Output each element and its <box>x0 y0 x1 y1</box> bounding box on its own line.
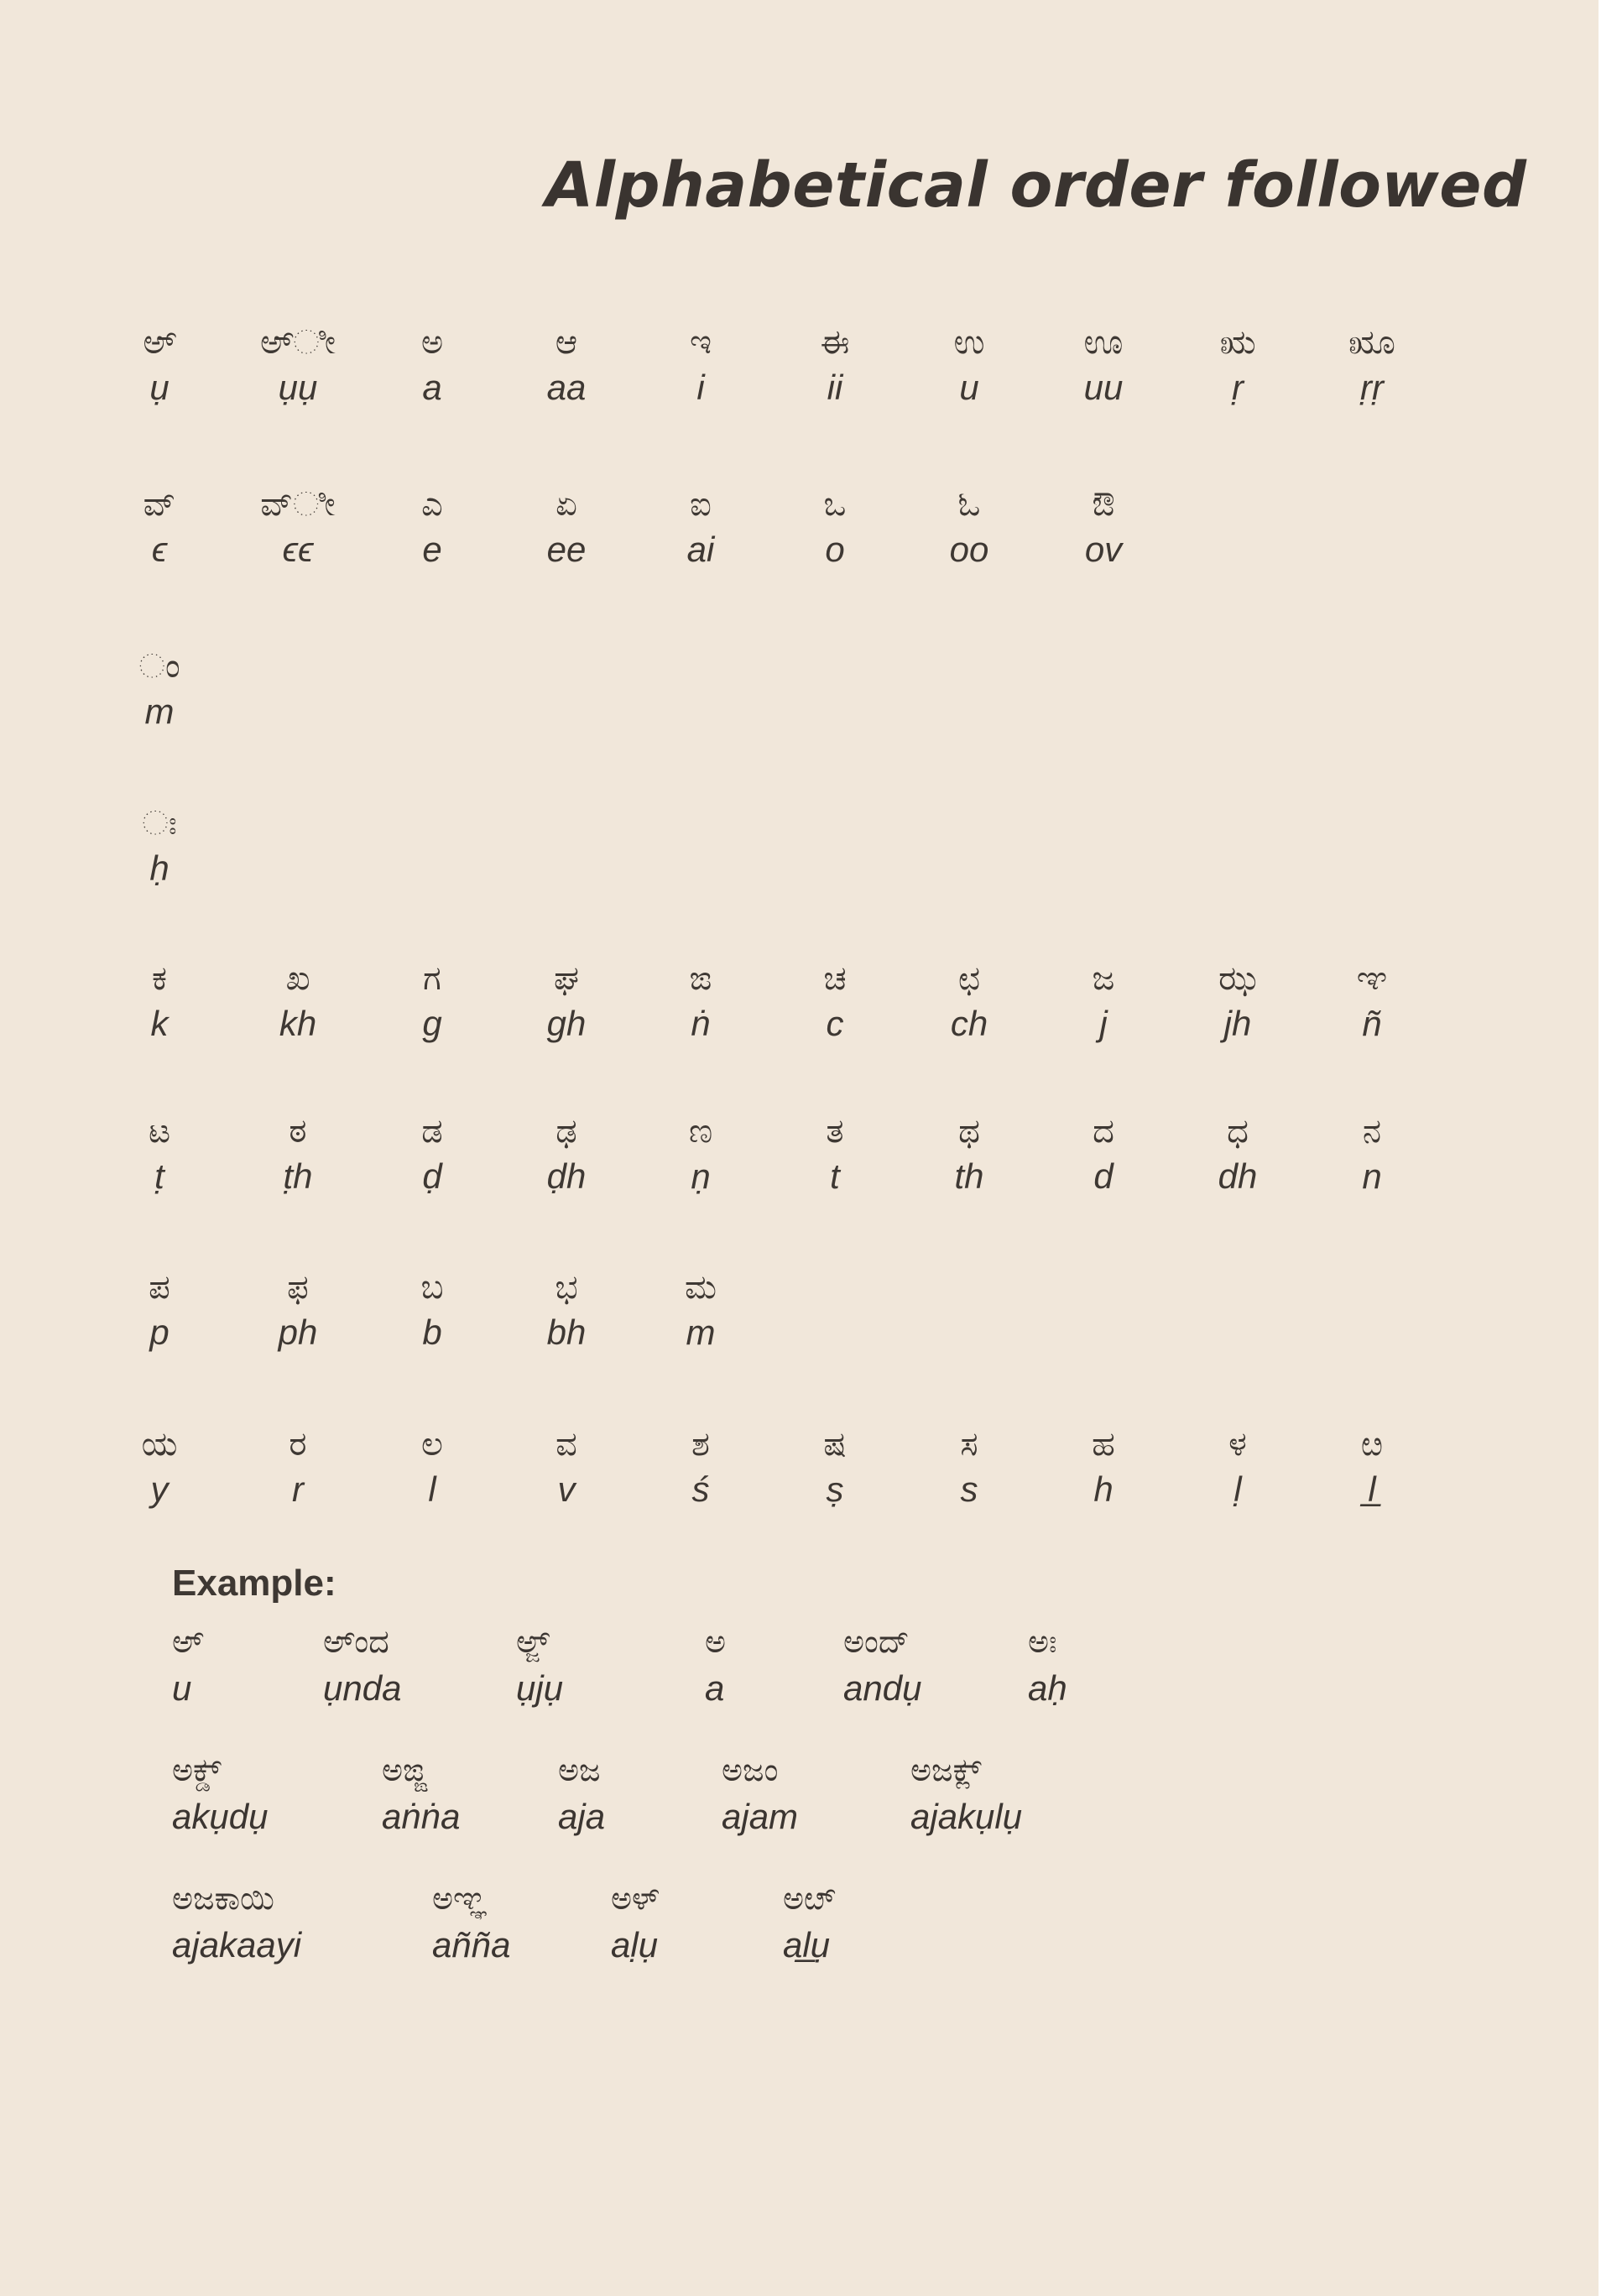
letter-cell <box>915 483 1024 573</box>
kannada-word: ಅ್ಜ್ <box>516 1623 550 1660</box>
letter-cell <box>105 644 214 735</box>
kannada-glyph: ಫ <box>287 1268 309 1307</box>
example-label: Example: <box>172 1563 336 1604</box>
kannada-glyph: ಬ <box>420 1268 444 1307</box>
kannada-glyph: ಓ <box>957 485 981 524</box>
kannada-glyph: ೞ <box>1360 1425 1384 1464</box>
transliteration: ḍh <box>546 1156 587 1196</box>
transliteration: e <box>422 530 442 569</box>
kannada-glyph: ಊ <box>1083 323 1124 362</box>
letter-cell <box>915 1109 1024 1200</box>
transliteration: ṭh <box>283 1156 313 1196</box>
letter-cell <box>1183 957 1292 1047</box>
transliteration: l <box>428 1469 436 1509</box>
kannada-glyph: ಯ <box>141 1425 178 1464</box>
transliteration: g <box>422 1004 442 1043</box>
word-transliteration: añña <box>432 1925 511 1965</box>
kannada-glyph: ಗ <box>423 959 441 998</box>
kannada-glyph: ಥ <box>958 1112 980 1151</box>
word-transliteration: aṅṅa <box>382 1797 461 1836</box>
letter-cell <box>105 1422 214 1513</box>
example-word <box>1028 1620 1067 1712</box>
word-transliteration: aḷụ <box>611 1925 659 1965</box>
example-word <box>172 1620 203 1712</box>
kannada-word: ಅಕ್ಡ್ <box>172 1751 222 1788</box>
transliteration: p <box>149 1312 170 1352</box>
letter-cell <box>1049 1109 1158 1200</box>
kannada-glyph: ಆ <box>555 323 578 362</box>
kannada-glyph: ಈ <box>820 323 850 362</box>
letter-cell <box>105 801 214 892</box>
kannada-glyph: ಋ <box>1219 323 1256 362</box>
transliteration: ṇ <box>691 1156 711 1196</box>
word-transliteration: ajakaayi <box>172 1925 302 1965</box>
kannada-glyph: ಎ <box>421 485 443 524</box>
word-transliteration: ụjụ <box>516 1668 564 1708</box>
word-transliteration: ụnda <box>323 1668 402 1708</box>
letter-cell <box>243 1109 352 1200</box>
kannada-glyph: ಣ <box>688 1112 713 1151</box>
transliteration: m <box>686 1312 716 1352</box>
kannada-glyph: ಏ <box>555 485 577 524</box>
page-right-margin <box>1599 0 1622 2296</box>
transliteration: ph <box>278 1312 318 1352</box>
transliteration: k <box>150 1004 169 1043</box>
letter-cell <box>1317 1109 1426 1200</box>
example-word <box>432 1876 510 1969</box>
kannada-glyph: ಙ <box>689 959 712 998</box>
transliteration: a <box>422 368 442 407</box>
kannada-glyph: ವ್ <box>143 485 176 524</box>
kannada-glyph: ಢ <box>555 1112 577 1151</box>
letter-cell <box>378 483 487 573</box>
page-title: Alphabetical order followed <box>545 149 1527 222</box>
kannada-glyph: ಕ <box>152 959 167 998</box>
kannada-glyph: ವ <box>555 1425 577 1464</box>
word-transliteration: andụ <box>843 1668 922 1708</box>
letter-cell <box>1049 483 1158 573</box>
example-word <box>382 1748 460 1840</box>
transliteration: jh <box>1223 1004 1252 1043</box>
letter-cell <box>512 321 621 411</box>
letter-cell <box>512 957 621 1047</box>
letter-cell <box>780 483 889 573</box>
kannada-glyph: ಅ <box>420 323 444 362</box>
kannada-word: ಅೞ್ <box>783 1880 836 1917</box>
letter-cell <box>378 1109 487 1200</box>
transliteration: i <box>696 368 705 407</box>
letter-cell <box>1183 1422 1292 1513</box>
transliteration: y <box>150 1469 169 1509</box>
letter-cell <box>243 1422 352 1513</box>
kannada-glyph: ಔ <box>1092 485 1115 524</box>
transliteration: kh <box>279 1004 317 1043</box>
example-word <box>516 1620 563 1712</box>
transliteration: t <box>830 1156 840 1196</box>
letter-cell <box>646 321 755 411</box>
transliteration: ṣ <box>826 1469 844 1509</box>
letter-cell <box>1049 321 1158 411</box>
transliteration: ṭ <box>154 1156 164 1196</box>
letter-cell <box>378 1422 487 1513</box>
transliteration: u <box>959 368 979 407</box>
letter-cell <box>780 1109 889 1200</box>
letter-cell <box>780 321 889 411</box>
letter-cell <box>105 483 214 573</box>
transliteration: ee <box>546 530 587 569</box>
letter-cell <box>512 483 621 573</box>
kannada-glyph: ಅ್ <box>143 323 176 362</box>
kannada-glyph: ವ್ೀ <box>260 485 336 524</box>
transliteration: oo <box>949 530 989 569</box>
letter-cell <box>105 1109 214 1200</box>
letter-cell <box>105 321 214 411</box>
transliteration: ch <box>950 1004 988 1043</box>
letter-cell <box>915 1422 1024 1513</box>
word-transliteration: ajakụlụ <box>910 1797 1023 1836</box>
transliteration: d <box>1093 1156 1113 1196</box>
transliteration: ai <box>686 530 715 569</box>
kannada-word: ಅಜಕಾಯಿ <box>172 1880 274 1917</box>
word-transliteration: aḥ <box>1028 1668 1067 1708</box>
transliteration: ṅ <box>691 1004 711 1043</box>
kannada-glyph: ನ <box>1362 1112 1382 1151</box>
letter-cell <box>646 1265 755 1356</box>
example-word <box>843 1620 921 1712</box>
letter-cell <box>1049 957 1158 1047</box>
kannada-glyph: ಅ್ೀ <box>259 323 336 362</box>
example-word <box>323 1620 401 1712</box>
kannada-glyph: ಠ <box>289 1112 307 1151</box>
word-transliteration: al̲ụ <box>783 1925 831 1965</box>
kannada-glyph: ಐ <box>690 485 712 524</box>
transliteration: b <box>422 1312 442 1352</box>
kannada-glyph: ಳ <box>1228 1425 1247 1464</box>
letter-cell <box>646 1422 755 1513</box>
letter-cell <box>646 1109 755 1200</box>
example-word <box>705 1620 726 1712</box>
example-word <box>722 1748 798 1840</box>
letter-cell <box>512 1265 621 1356</box>
transliteration: o <box>825 530 845 569</box>
kannada-word: ಅಜಕ್ಲ್ <box>910 1751 982 1788</box>
kannada-word: ಅಳ್ <box>611 1880 660 1917</box>
letter-cell <box>1183 321 1292 411</box>
transliteration: ov <box>1084 530 1123 569</box>
transliteration: h <box>1093 1469 1113 1509</box>
transliteration: j <box>1099 1004 1108 1043</box>
kannada-glyph: ಪ <box>149 1268 170 1307</box>
kannada-glyph: ಭ <box>555 1268 578 1307</box>
letter-cell <box>1183 1109 1292 1200</box>
letter-cell <box>243 483 352 573</box>
transliteration: m <box>144 691 175 731</box>
letter-cell <box>243 321 352 411</box>
letter-cell <box>378 957 487 1047</box>
letter-cell <box>915 957 1024 1047</box>
kannada-glyph: ಉ <box>953 323 985 362</box>
kannada-glyph: ಲ <box>421 1425 443 1464</box>
transliteration: ụụ <box>278 368 318 407</box>
transliteration: bh <box>546 1312 587 1352</box>
kannada-glyph: ಟ <box>148 1112 171 1151</box>
transliteration: ṛ <box>1232 368 1244 407</box>
letter-cell <box>512 1422 621 1513</box>
transliteration: c <box>826 1004 844 1043</box>
kannada-glyph: ಜ <box>1092 959 1115 998</box>
kannada-glyph: ಧ <box>1227 1112 1249 1151</box>
transliteration: ϵ <box>151 530 168 569</box>
letter-cell <box>512 1109 621 1200</box>
letter-cell <box>243 957 352 1047</box>
word-transliteration: ajam <box>722 1797 799 1836</box>
letter-cell <box>646 957 755 1047</box>
kannada-glyph: ದ <box>1093 1112 1114 1151</box>
word-transliteration: u <box>172 1668 192 1708</box>
kannada-glyph: ಚ <box>823 959 847 998</box>
transliteration: s <box>960 1469 978 1509</box>
letter-cell <box>1317 321 1426 411</box>
kannada-glyph: ಸ <box>960 1425 978 1464</box>
example-word <box>910 1748 1022 1840</box>
kannada-word: ಅಂದ್ <box>843 1623 910 1660</box>
transliteration: ϵϵ <box>282 530 314 569</box>
kannada-word: ಅ್ <box>172 1623 204 1660</box>
letter-cell <box>378 1265 487 1356</box>
kannada-word: ಅ <box>705 1623 727 1660</box>
kannada-word: ಅ್ಂದ <box>323 1623 389 1660</box>
kannada-word: ಅಃ <box>1028 1623 1057 1660</box>
kannada-glyph: ಒ <box>823 485 847 524</box>
kannada-glyph: ಶ <box>691 1425 710 1464</box>
transliteration: n <box>1362 1156 1382 1196</box>
letter-cell <box>105 1265 214 1356</box>
kannada-glyph: ತ <box>826 1112 844 1151</box>
transliteration: ii <box>827 368 843 407</box>
transliteration: ḷ <box>1233 1469 1242 1509</box>
transliteration: ḍ <box>422 1156 442 1196</box>
letter-cell <box>780 1422 889 1513</box>
transliteration: l̲ <box>1368 1469 1376 1509</box>
example-word <box>172 1748 268 1840</box>
kannada-glyph: ಡ <box>421 1112 443 1151</box>
kannada-word: ಅಙ್ಙ <box>382 1751 427 1788</box>
kannada-glyph: ಇ <box>690 323 712 362</box>
kannada-glyph: ಷ <box>823 1425 847 1464</box>
kannada-word: ಅಜ <box>558 1751 601 1788</box>
kannada-glyph: ಮ <box>684 1268 717 1307</box>
kannada-glyph: ಖ <box>285 959 310 998</box>
kannada-glyph: ಃ <box>142 804 177 843</box>
example-word <box>558 1748 605 1840</box>
letter-cell <box>105 957 214 1047</box>
word-transliteration: aja <box>558 1797 606 1836</box>
transliteration: ś <box>691 1469 710 1509</box>
kannada-glyph: ಛ <box>957 959 981 998</box>
transliteration: aa <box>546 368 587 407</box>
transliteration: uu <box>1083 368 1124 407</box>
transliteration: dh <box>1218 1156 1258 1196</box>
letter-cell <box>378 321 487 411</box>
kannada-glyph: ಞ <box>1356 959 1388 998</box>
kannada-glyph: ೠ <box>1348 323 1395 362</box>
example-word <box>783 1876 835 1969</box>
example-word <box>611 1876 660 1969</box>
example-word <box>172 1876 301 1969</box>
letter-cell <box>1317 957 1426 1047</box>
letter-cell <box>915 321 1024 411</box>
transliteration: r <box>292 1469 304 1509</box>
letter-cell <box>780 957 889 1047</box>
letter-cell <box>1317 1422 1426 1513</box>
kannada-word: ಅಞ್ಞ <box>432 1880 487 1917</box>
letter-cell <box>243 1265 352 1356</box>
word-transliteration: akụdụ <box>172 1797 269 1836</box>
kannada-glyph: ಂ <box>138 647 180 686</box>
transliteration: ụ <box>149 368 170 407</box>
transliteration: gh <box>546 1004 587 1043</box>
transliteration: th <box>954 1156 984 1196</box>
kannada-glyph: ಘ <box>553 959 580 998</box>
transliteration: ñ <box>1362 1004 1382 1043</box>
letter-cell <box>1049 1422 1158 1513</box>
kannada-glyph: ಝ <box>1218 959 1257 998</box>
transliteration: ḥ <box>149 848 170 888</box>
transliteration: ṛṛ <box>1360 368 1384 407</box>
kannada-word: ಅಜಂ <box>722 1751 779 1788</box>
kannada-glyph: ಹ <box>1092 1425 1115 1464</box>
kannada-glyph: ರ <box>289 1425 307 1464</box>
transliteration: v <box>557 1469 576 1509</box>
word-transliteration: a <box>705 1668 725 1708</box>
letter-cell <box>646 483 755 573</box>
